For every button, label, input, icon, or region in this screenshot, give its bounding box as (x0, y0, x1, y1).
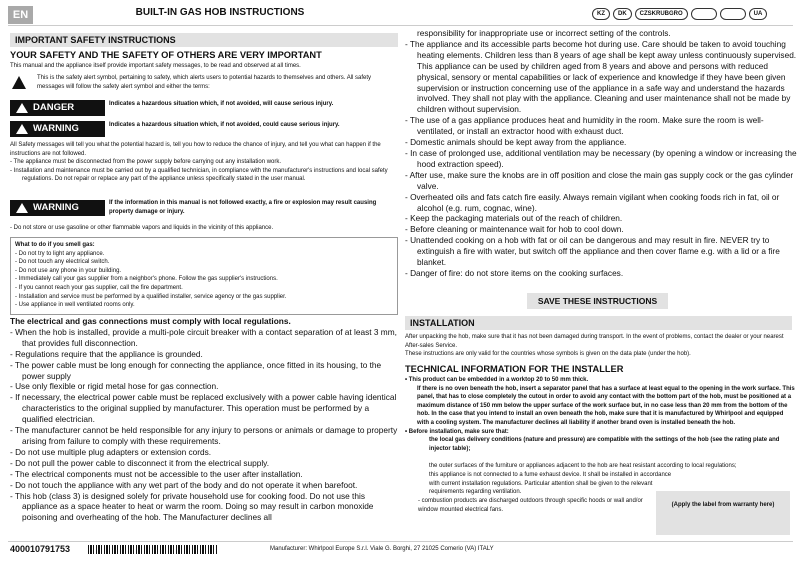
warning-text-2: If the information in this manual is not followed exactly, a fire or explosion may result causing property damage or injury. (109, 200, 377, 215)
electrical-item: - Do not pull the power cable to disconnect it from the electrical supply. (10, 457, 270, 468)
electrical-item: - The manufacturer cannot be held responsible for any injury to persons or animals or damage to property arising from failure to comply with these requirements. (10, 425, 398, 446)
safety-item: - Overheated oils and fats catch fire easily. Always remain vigilant when cooking foods rich in fat, oil or alcohol (e.g. rum, cognac, wine). (405, 191, 780, 213)
electrical-heading: The electrical and gas connections must comply with local regulations. (10, 316, 291, 326)
footer-divider (8, 541, 793, 542)
safety-item: - The use of a gas appliance produces heat and humidity in the room. Make sure the room is well-ventilated, or install an extractor hood with exhaust duct. (405, 115, 764, 137)
installation-intro-1: After unpacking the hob, make sure that it has not been damaged during transport. In the event of problems, contact the dealer or your nearest After-sales Service. (405, 334, 784, 349)
gasoline-item: - Do not store or use gasoline or other flammable vapors and liquids in the vicinity of this appliance. (10, 225, 274, 231)
country-badges (592, 8, 767, 20)
installation-intro-2: These instructions are only valid for the countries whose symbols is given on the data plate (under the hob). (405, 351, 691, 358)
electrical-item: - Regulations require that the appliance is grounded. (10, 348, 203, 359)
danger-text: Indicates a hazardous situation which, if not avoided, will cause serious injury. (109, 101, 334, 107)
technical-info (405, 376, 795, 453)
safety-item: - Danger of fire: do not store items on the cooking surfaces. (405, 267, 624, 278)
electrical-item: - The electrical components must not be accessible to the user after installation. (10, 468, 303, 479)
save-instructions-banner: SAVE THESE INSTRUCTIONS (527, 293, 668, 309)
electrical-section (10, 316, 400, 523)
danger-label-text: DANGER (33, 102, 75, 113)
smell-gas-item: - If you cannot reach your gas supplier, call the fire department. (15, 284, 183, 291)
safety-item: - Keep the packaging materials out of the reach of children. (405, 213, 623, 224)
right-safety-items (405, 28, 797, 279)
barcode (88, 545, 218, 554)
country-badge: DK (613, 8, 632, 20)
section-title-safety: IMPORTANT SAFETY INSTRUCTIONS (10, 33, 398, 47)
language-badge: EN (8, 6, 33, 24)
before-item: the local gas delivery conditions (nature and pressure) are compatible with the settings of the hob (see the rating plate and injector table); (429, 437, 780, 452)
smell-gas-item: - Do not use any phone in your building. (15, 267, 122, 274)
safety-heading: YOUR SAFETY AND THE SAFETY OF OTHERS ARE VERY IMPORTANT (10, 50, 322, 60)
warning-triangle-icon (16, 203, 28, 213)
before-item: this appliance is not connected to a fume exhaust device. It shall be installed in accordance with current installation regulations. Particular attention shall be given to the relevant requirements regarding ventilation. (429, 472, 672, 496)
product-code: 400010791753 (10, 544, 71, 554)
country-badge-empty (720, 8, 746, 20)
technical-heading: TECHNICAL INFORMATION FOR THE INSTALLER (405, 364, 624, 374)
warning-label (10, 121, 105, 137)
electrical-item: - Do not use multiple plug adapters or extension cords. (10, 446, 212, 457)
country-badge: KZ (592, 8, 610, 20)
combustion-item: - combustion products are discharged outdoors through specific hoods or wall and/or window mounted electrical fans. (418, 498, 643, 513)
warning-label-2 (10, 200, 105, 216)
safety-item: - Domestic animals should be kept away from the appliance. (405, 137, 627, 148)
warning-label-text: WARNING (33, 202, 79, 213)
safety-item: - In case of prolonged use, additional ventilation may be necessary (by opening a window or increasing the hood extraction speed). (405, 147, 797, 169)
smell-gas-item: - Do not touch any electrical switch. (15, 259, 110, 266)
electrical-item: - If necessary, the electrical power cable must be replaced exclusively with a power cable having identical characteristics to the original supplied by manufacturer. This operation must be performed by a qualified electrician. (10, 392, 397, 425)
smell-gas-item: - Use appliance in well ventilated rooms only. (15, 302, 135, 309)
safety-item: - Installation and maintenance must be carried out by a qualified technician, in compliance with the manufacturer's instructions and local safety regulations. Do not repair or replace any part of the appliance unless specifically stated in the user manual. (10, 167, 388, 183)
document-title: BUILT-IN GAS HOB INSTRUCTIONS (135, 7, 305, 18)
electrical-item: - This hob (class 3) is designed solely for private household use for cooking food. Do not use this appliance as a space heater to heat or warm the room. Doing so may result in carbon monoxide poisoning and overheating of the hob. The Manufacturer declines all (10, 490, 374, 523)
alert-symbol-text: This is the safety alert symbol, pertaining to safety, which alerts users to potential hazards to themselves and others. All safety messages will follow the safety alert symbol and either the terms: (37, 75, 372, 90)
smell-gas-title: What to do if you smell gas: (15, 242, 95, 248)
warning-triangle-icon (16, 103, 28, 113)
safety-item: - After use, make sure the knobs are in off position and close the main gas supply cock or the gas cylinder valve. (405, 169, 794, 191)
safety-item: - Before cleaning or maintenance wait for hob to cool down. (405, 224, 624, 235)
section-title-installation: INSTALLATION (405, 316, 792, 330)
warning-triangle-icon (16, 124, 28, 134)
electrical-item: - Use only flexible or rigid metal hose for gas connection. (10, 381, 219, 392)
safety-intro: This manual and the appliance itself provide important safety messages, to be read and observed at all times. (10, 63, 301, 69)
warning-text: Indicates a hazardous situation which, if not avoided, could cause serious injury. (109, 122, 340, 128)
smell-gas-item: - Do not try to light any appliance. (15, 250, 105, 257)
warranty-label-box: (Apply the label from warranty here) (656, 491, 790, 535)
before-installation: • Before installation, make sure that: (405, 428, 509, 435)
country-badge: CZSKRUBGRO (635, 8, 688, 20)
safety-item: responsibility for inappropriate use or incorrect setting of the controls. (417, 28, 671, 38)
electrical-item: - Do not touch the appliance with any wet part of the body and do not operate it when barefoot. (10, 479, 358, 490)
country-badge: UA (749, 8, 768, 20)
technical-item: • This product can be embedded in a worktop 20 to 50 mm thick. (405, 377, 589, 383)
electrical-item: - The power cable must be long enough for connecting the appliance, once fitted in its housing, to the power supply (10, 359, 382, 381)
safety-item: - Unattended cooking on a hob with fat or oil can be dangerous and may result in fire. NEVER try to extinguish a fire with water, but switch off the appliance and then cover flame e.g. with a lid or a fire blanket. (405, 235, 780, 268)
alert-triangle-icon (12, 76, 26, 89)
installation-intro (405, 333, 795, 359)
danger-label (10, 100, 105, 116)
safety-messages-text: All Safety messages will tell you what the potential hazard is, tell you how to reduce the chance of injury, and tell you what can happen if the instructions are not followed. (10, 142, 381, 157)
safety-item: - The appliance must be disconnected from the power supply before carrying out any installation work. (10, 159, 282, 165)
warning-label-text: WARNING (33, 123, 79, 134)
smell-gas-item: - Immediately call your gas supplier from a neighbor's phone. Follow the gas supplier's instructions. (15, 276, 278, 283)
safety-item: - The appliance and its accessible parts become hot during use. Care should be taken to avoid touching heating elements. Children less than 8 years of age shall be kept away unless continuously supervised. This appliance can be used by children aged from 8 years and above and persons with reduced physical, sensory or mental capabilities or lack of experience and knowledge if they have been given supervision or instruction concerning use of the appliance in a safe way and understand the hazards involved. They shall not play with the appliance. Cleaning and user maintenance shall not be made by children without supervision. (405, 38, 797, 115)
smell-gas-item: - Installation and service must be performed by a qualified installer, service agency or the gas supplier. (15, 293, 287, 300)
safety-items (10, 158, 398, 184)
country-badge-empty (691, 8, 717, 20)
manufacturer-info: Manufacturer: Whirlpool Europe S.r.l. Viale G. Borghi, 27 21025 Comerio (VA) ITALY (270, 546, 494, 552)
electrical-item: - When the hob is installed, provide a multi-pole circuit breaker with a contact separation of at least 3 mm, that provides full disconnection. (10, 326, 397, 348)
smell-gas-box (10, 237, 398, 315)
header-divider (8, 25, 793, 26)
technical-item: If there is no oven beneath the hob, insert a separator panel that has a surface at least equal to the opening in the work surface. This panel, that has to close completely the cutout in order to avoid any contact with the bottom part of the hob, must be positioned at a maximum distance of 150 mm below the upper surface of the work surface but, in no case less than 20 mm from the bottom of the hob. In the case that you intend to install an oven beneath the hob, make sure that it is manufactured by Whirlpool and equipped with a cooling system. The manufacturer declines all liability if another brand oven is installed beneath the hob. (417, 385, 795, 426)
before-item: the outer surfaces of the furniture or appliances adjacent to the hob are heat resistant according to local regulations; (429, 463, 737, 469)
